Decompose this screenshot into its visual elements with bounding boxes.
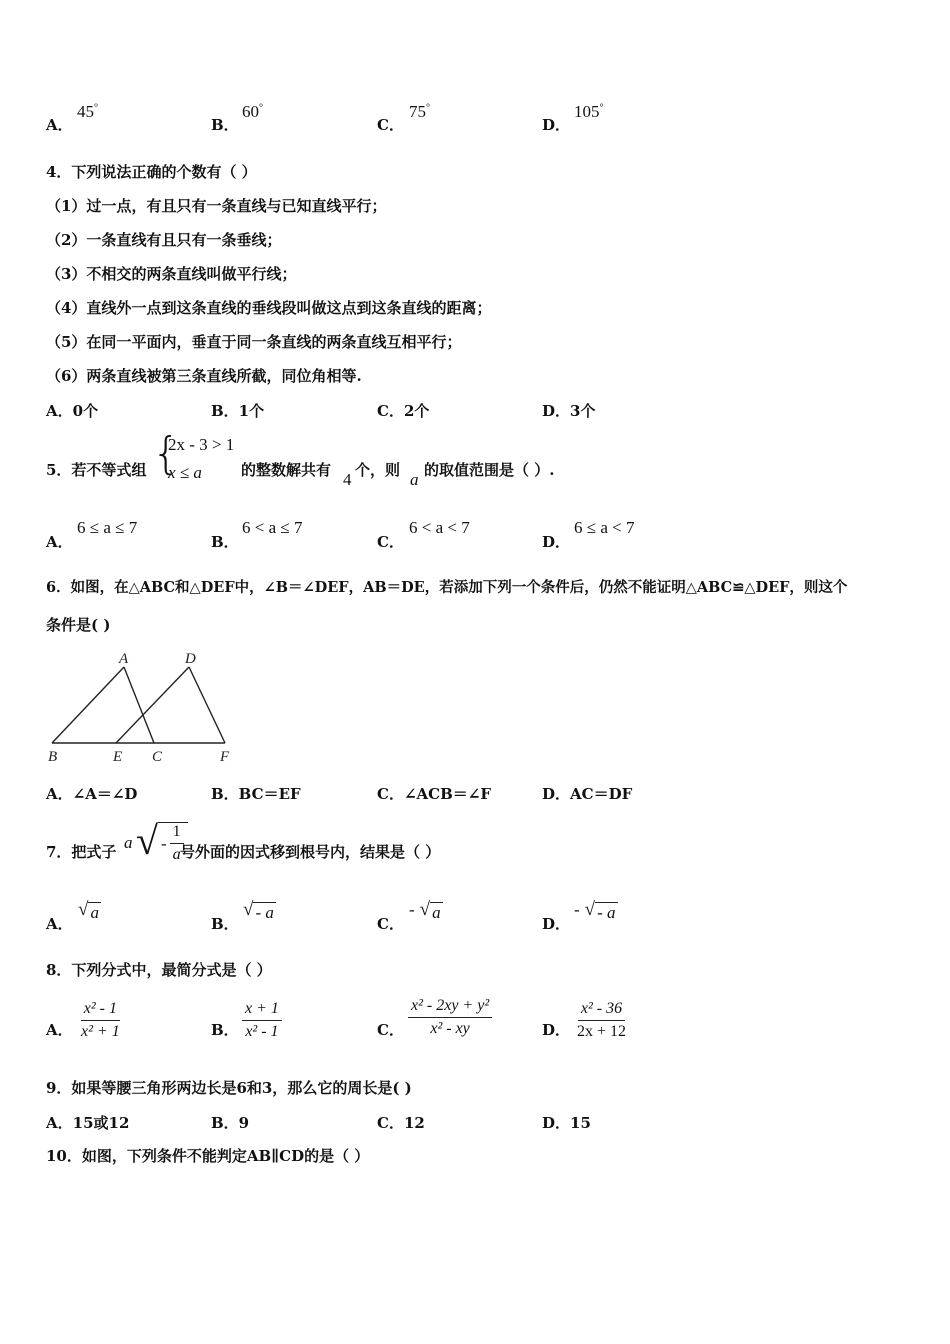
q9-stem: 9．如果等腰三角形两边长是6和3，那么它的周长是( ) — [46, 1079, 412, 1097]
q7-suffix: 号外面的因式移到根号内，结果是（ ） — [180, 843, 441, 861]
angle-value: 75 — [409, 102, 426, 121]
fraction-numerator: x² - 36 — [578, 1000, 625, 1021]
q5-system-line2: x ≤ a — [168, 463, 202, 482]
q4-option-c[interactable]: C．2个 — [377, 402, 430, 420]
radicand: - a — [597, 903, 616, 922]
q4-stem: 4．下列说法正确的个数有（ ） — [46, 163, 257, 181]
fraction-denominator: x² + 1 — [81, 1023, 120, 1040]
q9-option-c[interactable]: C．12 — [377, 1114, 425, 1132]
q4-option-d[interactable]: D．3个 — [542, 402, 596, 420]
q7-prefix: 7．把式子 — [46, 843, 117, 861]
q9-option-a[interactable]: A．15或12 — [46, 1114, 130, 1132]
radicand: - a — [255, 903, 274, 922]
q7-coef: a — [124, 833, 133, 852]
q9-option-d[interactable]: D．15 — [542, 1114, 591, 1132]
segment-ac — [124, 667, 154, 743]
q3-option-c[interactable] — [377, 114, 404, 135]
q5-option-c-expr: 6 < a < 7 — [409, 518, 470, 537]
q5-option-d-expr: 6 ≤ a < 7 — [574, 518, 635, 537]
q6-option-a[interactable]: A．∠A＝∠D — [46, 785, 138, 803]
q3-option-b[interactable] — [211, 114, 239, 135]
radical-sign-icon: √ — [243, 899, 254, 920]
radicand: a — [432, 903, 441, 922]
q3-option-d[interactable] — [542, 114, 570, 135]
angle-value: 60 — [242, 102, 259, 121]
sign: - — [574, 900, 580, 919]
q8-option-a-fraction — [78, 1000, 123, 1041]
radical-sign-icon: √ — [584, 899, 596, 920]
degree-sign: ° — [599, 102, 604, 114]
q5-suffix2: 的取值范围是（ ）. — [424, 461, 555, 479]
q9-option-b[interactable]: B．9 — [211, 1114, 250, 1132]
q6-option-c[interactable]: C．∠ACB＝∠F — [377, 785, 491, 803]
q6-option-d[interactable]: D．AC＝DF — [542, 785, 633, 803]
q3-option-a[interactable] — [46, 114, 73, 135]
q5-option-d[interactable]: D． — [542, 533, 571, 551]
q7-option-b[interactable]: B． — [211, 915, 239, 933]
q7-option-a-expr — [78, 900, 101, 922]
radical-sign-icon: √ — [419, 899, 431, 920]
q8-option-c-fraction — [408, 997, 492, 1038]
radicand-minus: - — [160, 833, 167, 853]
q3-option-a-value — [77, 102, 98, 122]
angle-value: 45 — [77, 102, 94, 121]
q8-option-d[interactable]: D． — [542, 1021, 571, 1039]
degree-sign: ° — [94, 102, 98, 114]
fraction-denominator: 2x + 12 — [577, 1023, 627, 1040]
q5-middle: 的整数解共有 — [241, 461, 332, 479]
q3-option-c-value — [409, 102, 430, 122]
q4-statement: （2）一条直线有且只有一条垂线； — [46, 231, 282, 249]
q7-option-b-expr — [243, 900, 276, 922]
q8-option-a[interactable]: A． — [46, 1021, 73, 1039]
q3-option-b-value — [242, 102, 263, 122]
radical-sign-icon: √ — [136, 818, 158, 863]
radical-sign-icon: √ — [78, 899, 89, 920]
degree-sign: ° — [259, 102, 263, 114]
fraction-numerator: x + 1 — [242, 1000, 282, 1021]
q10-stem: 10．如图，下列条件不能判定AB∥CD的是（ ） — [46, 1147, 370, 1165]
system-brace: { — [152, 428, 180, 479]
q5-option-b-expr: 6 < a ≤ 7 — [242, 518, 303, 537]
segment-ed — [116, 667, 189, 743]
fraction-numerator: x² - 2xy + y² — [408, 997, 492, 1018]
fraction-numerator: 1 — [170, 823, 184, 844]
angle-value: 105 — [574, 102, 600, 121]
option-label: D． — [542, 116, 571, 134]
q6-stem-line2: 条件是( ) — [46, 616, 111, 634]
q8-option-b-fraction — [242, 1000, 282, 1041]
radicand: a — [90, 903, 99, 922]
q4-option-a[interactable]: A．0个 — [46, 402, 99, 420]
q5-option-c[interactable]: C． — [377, 533, 404, 551]
option-label: A． — [46, 116, 73, 134]
q8-option-d-fraction — [574, 1000, 629, 1041]
q5-prefix: 5．若不等式组 — [46, 461, 147, 479]
q8-option-c[interactable]: C． — [377, 1021, 404, 1039]
degree-sign: ° — [426, 102, 430, 114]
label-f: F — [220, 749, 230, 765]
segment-df — [189, 667, 225, 743]
fraction-denominator: a — [172, 846, 181, 863]
q7-option-a[interactable]: A． — [46, 915, 73, 933]
q8-stem: 8．下列分式中，最简分式是（ ） — [46, 961, 272, 979]
label-c: C — [152, 749, 163, 765]
q5-option-b[interactable]: B． — [211, 533, 239, 551]
q4-option-b[interactable]: B．1个 — [211, 402, 265, 420]
segment-ab — [52, 667, 124, 743]
q4-statement: （4）直线外一点到这条直线的垂线段叫做这点到这条直线的距离； — [46, 299, 492, 317]
q6-triangle-figure — [40, 645, 240, 770]
q3-option-d-value — [574, 102, 604, 122]
q4-statement: （1）过一点，有且只有一条直线与已知直线平行； — [46, 197, 387, 215]
sign: - — [409, 900, 415, 919]
label-e: E — [113, 749, 123, 765]
q7-option-c-expr — [409, 900, 443, 922]
q8-option-b[interactable]: B． — [211, 1021, 239, 1039]
q5-count: 4 — [343, 470, 352, 489]
option-label: B． — [211, 116, 239, 134]
option-label: C． — [377, 116, 404, 134]
q4-statement: （6）两条直线被第三条直线所截，同位角相等. — [46, 367, 362, 385]
fraction-denominator: x² - 1 — [245, 1023, 279, 1040]
label-b: B — [48, 749, 58, 765]
q6-option-b[interactable]: B．BC＝EF — [211, 785, 301, 803]
q5-suffix1: 个，则 — [355, 461, 401, 479]
fraction-numerator: x² - 1 — [81, 1000, 120, 1021]
q4-statement: （3）不相交的两条直线叫做平行线； — [46, 265, 297, 283]
q7-option-c[interactable]: C． — [377, 915, 404, 933]
q5-option-a-expr: 6 ≤ a ≤ 7 — [77, 518, 138, 537]
q5-option-a[interactable]: A． — [46, 533, 73, 551]
label-a: A — [119, 651, 129, 667]
label-d: D — [185, 651, 196, 667]
q7-option-d[interactable]: D． — [542, 915, 571, 933]
q4-statement: （5）在同一平面内，垂直于同一条直线的两条直线互相平行； — [46, 333, 462, 351]
q6-stem-line1: 6．如图，在△ABC和△DEF中，∠B＝∠DEF，AB＝DE，若添加下列一个条件后，仍然不能证明△ABC≌△DEF，则这个 — [46, 579, 848, 596]
q7-option-d-expr — [574, 900, 618, 922]
fraction-denominator: x² - xy — [430, 1020, 470, 1037]
q5-var: a — [410, 470, 419, 489]
q5-system-line1: 2x - 3 > 1 — [168, 435, 235, 454]
